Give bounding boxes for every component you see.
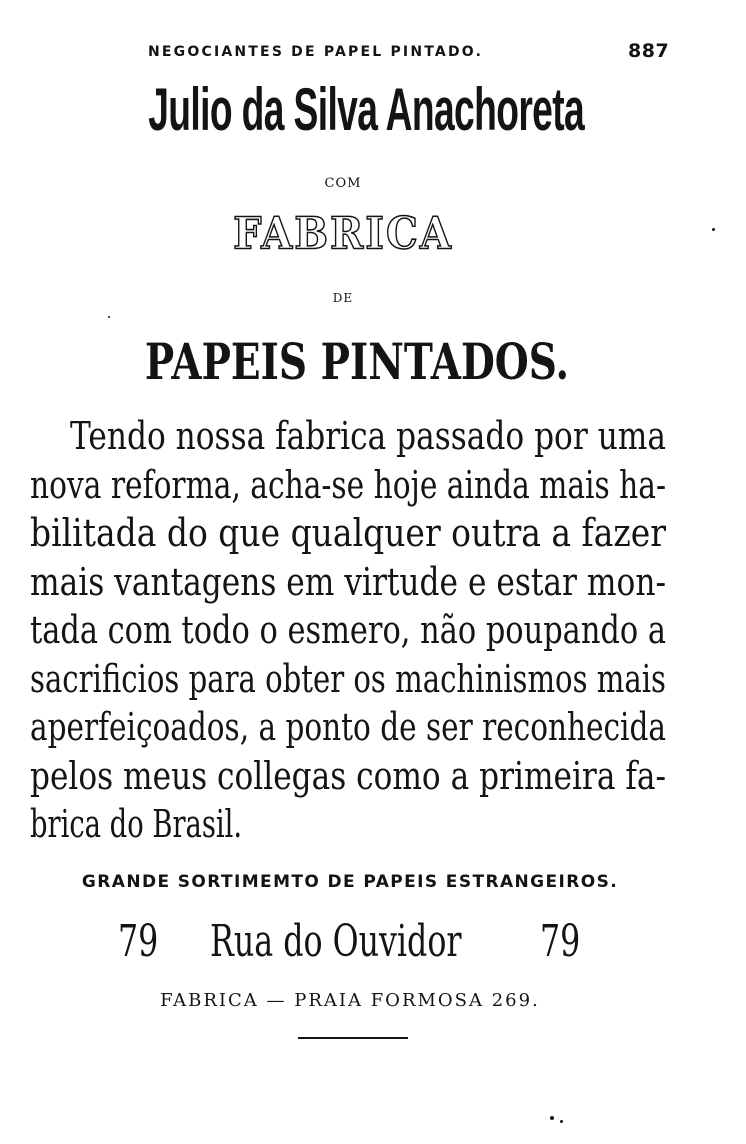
trade-line: NEGOCIANTES DE PAPEL PINTADO.: [148, 44, 484, 60]
product-heading: PAPEIS PINTADOS.: [144, 332, 570, 391]
body-line: [30, 509, 666, 558]
body-line-text: tada com todo o esmero, não poupando a: [30, 608, 666, 652]
body-line: [30, 703, 666, 752]
body-line-text: bilitada do que qualquer outra a fazer: [30, 511, 666, 555]
closing-rule: [298, 1037, 408, 1039]
factory-address: FABRICA — PRAIA FORMOSA 269.: [160, 990, 540, 1011]
body-line: [30, 752, 666, 801]
page-number: 887: [628, 40, 670, 62]
body-line: [30, 800, 666, 849]
ink-speck: [108, 316, 110, 318]
fabrica-ornate-heading: FABRICA: [233, 207, 453, 260]
ink-speck: [550, 1116, 554, 1120]
body-paragraph: [30, 412, 666, 849]
merchant-name: Julio da Silva Anachoreta: [148, 76, 585, 143]
body-line-text: aperfeiçoados, a ponto de ser reconhecida: [30, 705, 666, 749]
body-line-text: brica do Brasil.: [30, 802, 243, 846]
body-line-text: nova reforma, acha-se hoje ainda mais ha-: [30, 462, 666, 507]
ink-speck: [712, 228, 715, 231]
body-line-text: mais vantagens em virtude e estar mon-: [30, 559, 666, 604]
address-number-left: 79: [118, 916, 159, 967]
connector-de: DE: [332, 291, 354, 305]
street-address: [0, 910, 746, 980]
page-header: [0, 40, 746, 70]
body-line-text: pelos meus collegas como a primeira fa-: [30, 753, 666, 798]
ink-speck: [560, 1120, 563, 1123]
assortment-line: GRANDE SORTIMEMTO DE PAPEIS ESTRANGEIROS.: [81, 872, 619, 892]
address-street: Rua do Ouvidor: [210, 916, 462, 967]
body-line-text: Tendo nossa fabrica passado por uma: [70, 414, 666, 458]
connector-com: COM: [324, 176, 362, 191]
address-number-right: 79: [540, 916, 581, 967]
body-line: [30, 558, 666, 607]
body-line: [30, 655, 666, 704]
body-line: [30, 412, 666, 461]
body-line: [30, 606, 666, 655]
body-line-text: sacrificios para obter os machinismos mais: [30, 656, 666, 701]
body-line: [30, 461, 666, 510]
